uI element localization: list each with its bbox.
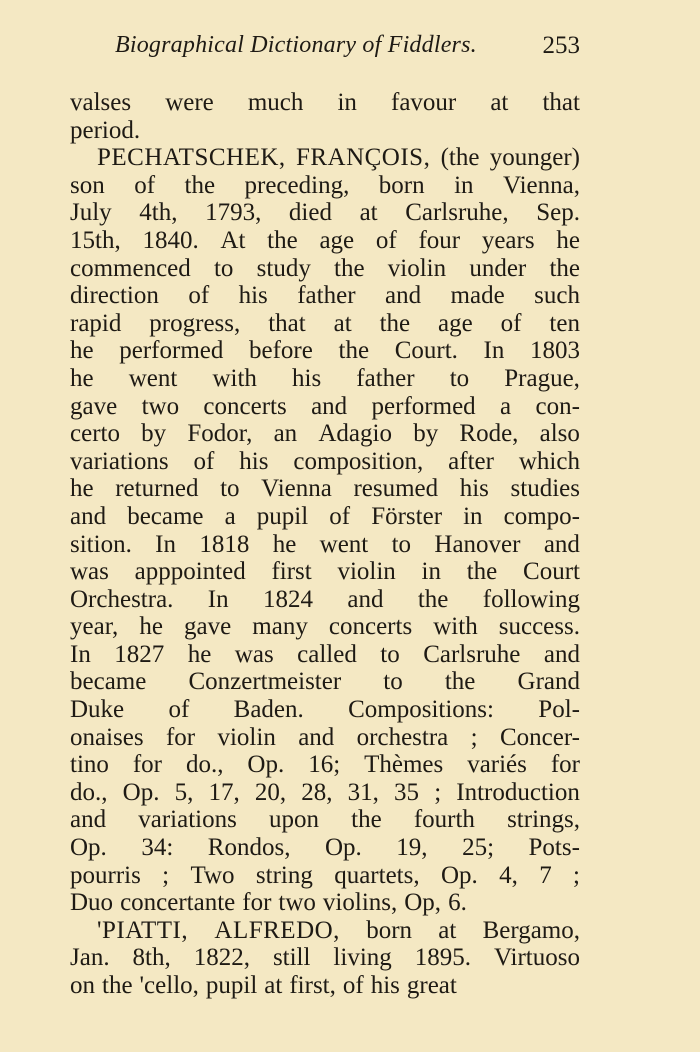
text-line	[70, 282, 580, 310]
word: rapid	[70, 309, 122, 337]
word: string	[255, 861, 313, 889]
word: commenced	[70, 254, 191, 282]
word: 16;	[308, 751, 341, 779]
text-line	[70, 586, 580, 614]
text-line	[70, 972, 580, 1000]
word: favour	[391, 89, 457, 116]
word: he	[272, 530, 297, 558]
word: to	[213, 254, 234, 282]
word: Duo	[70, 889, 114, 917]
word: fourth	[413, 806, 475, 834]
word: PECHATSCHEK,	[97, 144, 286, 172]
word: he	[70, 475, 94, 503]
word: for	[165, 723, 196, 751]
word: study	[256, 254, 311, 282]
word: father	[356, 364, 415, 392]
word: Op.	[324, 834, 362, 862]
word: quartets,	[334, 861, 420, 889]
word: performed	[371, 392, 476, 420]
word: 'cello,	[139, 972, 199, 999]
text-line	[70, 944, 580, 972]
text-line	[70, 89, 580, 117]
word: con-	[535, 392, 580, 420]
text-line	[70, 806, 580, 834]
word: Prague,	[504, 364, 580, 392]
word: with	[212, 364, 257, 392]
word: born	[378, 171, 425, 199]
text-line	[70, 641, 580, 669]
word: and	[298, 723, 335, 751]
word: resumed	[353, 475, 439, 503]
word: to	[391, 530, 412, 558]
word: and	[70, 806, 107, 834]
word: 28,	[301, 778, 333, 806]
word: that	[542, 89, 580, 116]
word: In	[155, 530, 176, 558]
word: certo	[70, 420, 120, 448]
word: father	[297, 282, 356, 310]
page-header	[0, 30, 700, 70]
word: ten	[549, 309, 580, 337]
word: Orchestra.	[70, 585, 174, 613]
word: years	[481, 226, 535, 254]
word: his	[370, 972, 400, 999]
word: Vienna,	[503, 171, 580, 199]
word: variés	[467, 751, 527, 779]
word: ;	[434, 778, 442, 806]
word: Pots-	[528, 834, 580, 862]
word: after	[448, 447, 494, 475]
word: by	[413, 420, 439, 448]
word: 1803	[530, 337, 580, 365]
word: for	[242, 889, 272, 917]
word: Vienna	[261, 475, 332, 503]
word: born	[366, 916, 413, 944]
word: age	[438, 309, 473, 337]
word: Sep.	[536, 199, 580, 227]
word: 1822,	[193, 944, 250, 972]
word: 4,	[499, 861, 518, 889]
word: (the	[440, 144, 480, 172]
word: variations	[138, 806, 237, 834]
word: Fodor,	[187, 420, 253, 448]
word: an	[273, 420, 298, 448]
text-line	[70, 558, 580, 586]
text-line	[70, 531, 580, 559]
word: under	[469, 254, 527, 282]
word: son	[70, 171, 105, 199]
text-line	[70, 199, 580, 227]
word: in	[337, 89, 357, 116]
word: Jan.	[70, 944, 110, 972]
word: the	[334, 254, 365, 282]
word: Grand	[517, 668, 580, 696]
word: went	[128, 364, 178, 392]
word: Conzertmeister	[188, 668, 342, 696]
word: the	[338, 337, 370, 365]
word: and	[347, 585, 384, 613]
running-title: Biographical Dictionary of Fiddlers.	[115, 32, 477, 58]
word: 1793,	[205, 199, 262, 227]
word: still	[272, 944, 311, 972]
word: pupil	[256, 502, 309, 530]
word: of	[134, 171, 156, 199]
word: violin	[337, 558, 396, 586]
text-line	[70, 779, 580, 807]
word: 6.	[448, 889, 467, 917]
word: Baden.	[233, 696, 304, 724]
word: became	[127, 502, 204, 530]
word: and	[543, 530, 580, 558]
word: 7	[539, 861, 552, 889]
word: a	[224, 502, 236, 530]
word: he	[70, 364, 94, 392]
word: gave	[70, 392, 118, 420]
word: first	[271, 558, 312, 586]
word: two	[278, 889, 316, 917]
word: was	[234, 640, 274, 668]
word: made	[450, 282, 505, 310]
word: ;	[573, 861, 580, 889]
word: Court.	[394, 337, 458, 365]
word: four	[418, 226, 461, 254]
word: first,	[289, 972, 336, 999]
word: ;	[470, 723, 478, 751]
word: at	[438, 916, 457, 944]
word: Rondos,	[207, 834, 291, 862]
text-line	[70, 393, 580, 421]
word: and	[543, 640, 580, 668]
word: Pol-	[538, 696, 580, 724]
word: 4th,	[139, 199, 178, 227]
word: at	[333, 309, 352, 337]
word: and	[311, 392, 348, 420]
word: Concer-	[499, 723, 580, 751]
text-line	[70, 668, 580, 696]
text-line	[70, 613, 580, 641]
word: also	[539, 420, 580, 448]
word: Hanover	[434, 530, 521, 558]
word: In	[70, 640, 91, 668]
word: Förster	[371, 502, 443, 530]
text-line	[70, 503, 580, 531]
word: ALFREDO,	[214, 916, 340, 944]
word: Thèmes	[364, 751, 444, 779]
word: the	[466, 558, 498, 586]
word: 1827	[114, 640, 165, 668]
word: 31,	[347, 778, 379, 806]
word: in	[454, 171, 474, 199]
word: younger)	[489, 144, 580, 172]
word: he	[139, 613, 163, 641]
word: Op.	[122, 778, 160, 806]
word: Bergamo,	[482, 916, 580, 944]
word: concertante	[120, 889, 236, 917]
word: violins,	[322, 889, 398, 917]
word: to	[220, 475, 240, 503]
text-line	[70, 255, 580, 283]
word: In	[483, 337, 505, 365]
word: tino	[70, 751, 109, 779]
word: of	[342, 972, 364, 999]
word: do.,	[70, 778, 108, 806]
word: his	[459, 475, 489, 503]
word: which	[518, 447, 580, 475]
text-line	[70, 448, 580, 476]
word: sition.	[70, 530, 132, 558]
word: that	[268, 309, 306, 337]
word: in	[463, 502, 483, 530]
word: violin	[387, 254, 447, 282]
text-line	[70, 227, 580, 255]
word: progress,	[149, 309, 241, 337]
word: the	[379, 309, 411, 337]
word: his	[292, 364, 322, 392]
page-number: 253	[542, 32, 580, 59]
word: July	[70, 199, 112, 227]
text-line	[70, 144, 580, 172]
word: apppointed	[134, 558, 246, 586]
text-line	[70, 420, 580, 448]
word: the	[267, 226, 298, 254]
word: of	[500, 309, 522, 337]
word: became	[70, 668, 147, 696]
text-line	[70, 337, 580, 365]
body-text	[70, 89, 580, 1000]
word: Duke	[70, 696, 125, 724]
word: the	[184, 171, 216, 199]
word: by	[141, 420, 167, 448]
word: 5,	[174, 778, 194, 806]
word: 25;	[462, 834, 495, 862]
text-line	[70, 365, 580, 393]
word: age	[319, 226, 355, 254]
word: upon	[268, 806, 319, 834]
text-line	[70, 889, 580, 917]
word: FRANÇOIS,	[295, 144, 431, 172]
word: Virtuoso	[493, 944, 580, 972]
word: 15th,	[70, 226, 121, 254]
word: In	[207, 585, 229, 613]
word: went	[319, 530, 369, 558]
word: concerts	[203, 392, 287, 420]
word: strings,	[507, 806, 580, 834]
word: Adagio	[318, 420, 392, 448]
word: performed	[119, 337, 224, 365]
word: at	[490, 89, 509, 116]
text-line	[70, 117, 580, 145]
word: Op,	[404, 889, 442, 917]
word: concerts	[328, 613, 413, 641]
word: to	[449, 364, 470, 392]
word: to	[380, 640, 400, 668]
word: the	[444, 668, 476, 696]
word: the	[102, 972, 133, 999]
word: Compositions:	[348, 696, 494, 724]
word: year,	[70, 613, 119, 641]
word: with	[433, 613, 478, 641]
word: Rode,	[459, 420, 519, 448]
word: composition,	[293, 447, 424, 475]
word: 19,	[396, 834, 428, 862]
word: 1818	[199, 530, 250, 558]
word: much	[247, 89, 304, 116]
word: Court	[523, 558, 580, 586]
word: ;	[162, 861, 170, 889]
word: his	[239, 447, 269, 475]
word: do.,	[185, 751, 224, 779]
word: Introduction	[456, 778, 580, 806]
text-line	[70, 696, 580, 724]
word: 1840.	[142, 226, 199, 254]
word: Two	[190, 861, 235, 889]
word: 1824	[263, 585, 313, 613]
text-line	[70, 310, 580, 338]
word: direction	[70, 282, 159, 310]
word: onaises	[70, 723, 144, 751]
text-line	[70, 475, 580, 503]
word: such	[534, 282, 580, 310]
word: success.	[498, 613, 580, 641]
word: 34:	[141, 834, 174, 862]
word: preceding,	[244, 171, 350, 199]
text-line	[70, 834, 580, 862]
word: and	[70, 502, 107, 530]
word: on	[70, 972, 95, 999]
word: he	[187, 640, 212, 668]
word: violin	[217, 723, 276, 751]
word: his	[238, 282, 268, 310]
word: pourris	[70, 861, 141, 889]
word: period.	[70, 116, 141, 144]
word: in	[421, 558, 441, 586]
word: many	[252, 613, 308, 641]
word: valses	[70, 89, 132, 116]
word: 'PIATTI,	[97, 916, 189, 944]
word: at	[264, 972, 283, 999]
word: and	[384, 282, 422, 310]
text-line	[70, 172, 580, 200]
word: called	[297, 640, 357, 668]
word: 35	[394, 778, 420, 806]
word: the	[351, 806, 382, 834]
word: to	[383, 668, 403, 696]
word: for	[550, 751, 580, 779]
word: for	[132, 751, 163, 779]
word: he	[70, 337, 94, 365]
word: was	[70, 558, 109, 586]
word: gave	[184, 613, 232, 641]
word: returned	[115, 475, 199, 503]
word: at	[359, 199, 378, 227]
word: pupil	[205, 972, 258, 999]
word: died	[288, 199, 332, 227]
word: the	[417, 585, 449, 613]
word: he	[556, 226, 580, 254]
word: Carlsruhe	[423, 640, 521, 668]
word: compo-	[503, 502, 580, 530]
word: 1895.	[414, 944, 471, 972]
word: of	[193, 447, 215, 475]
word: Op.	[70, 834, 107, 862]
text-line	[70, 751, 580, 779]
word: 17,	[208, 778, 240, 806]
word: following	[482, 585, 580, 613]
word: of	[168, 696, 190, 724]
word: At	[220, 226, 246, 254]
text-line	[70, 862, 580, 890]
word: Carlsruhe,	[405, 199, 509, 227]
word: a	[500, 392, 512, 420]
word: of	[329, 502, 351, 530]
word: were	[165, 89, 214, 116]
word: 20,	[254, 778, 287, 806]
word: Op.	[247, 751, 285, 779]
word: studies	[510, 475, 580, 503]
word: before	[249, 337, 313, 365]
text-line	[70, 917, 580, 945]
word: of	[375, 226, 397, 254]
word: Op.	[440, 861, 478, 889]
word: two	[141, 392, 180, 420]
word: 8th,	[132, 944, 171, 972]
word: great	[406, 972, 457, 999]
word: orchestra	[356, 723, 449, 751]
word: living	[333, 944, 392, 972]
word: of	[188, 282, 210, 310]
word: the	[549, 254, 580, 282]
word: variations	[70, 447, 169, 475]
text-line	[70, 724, 580, 752]
